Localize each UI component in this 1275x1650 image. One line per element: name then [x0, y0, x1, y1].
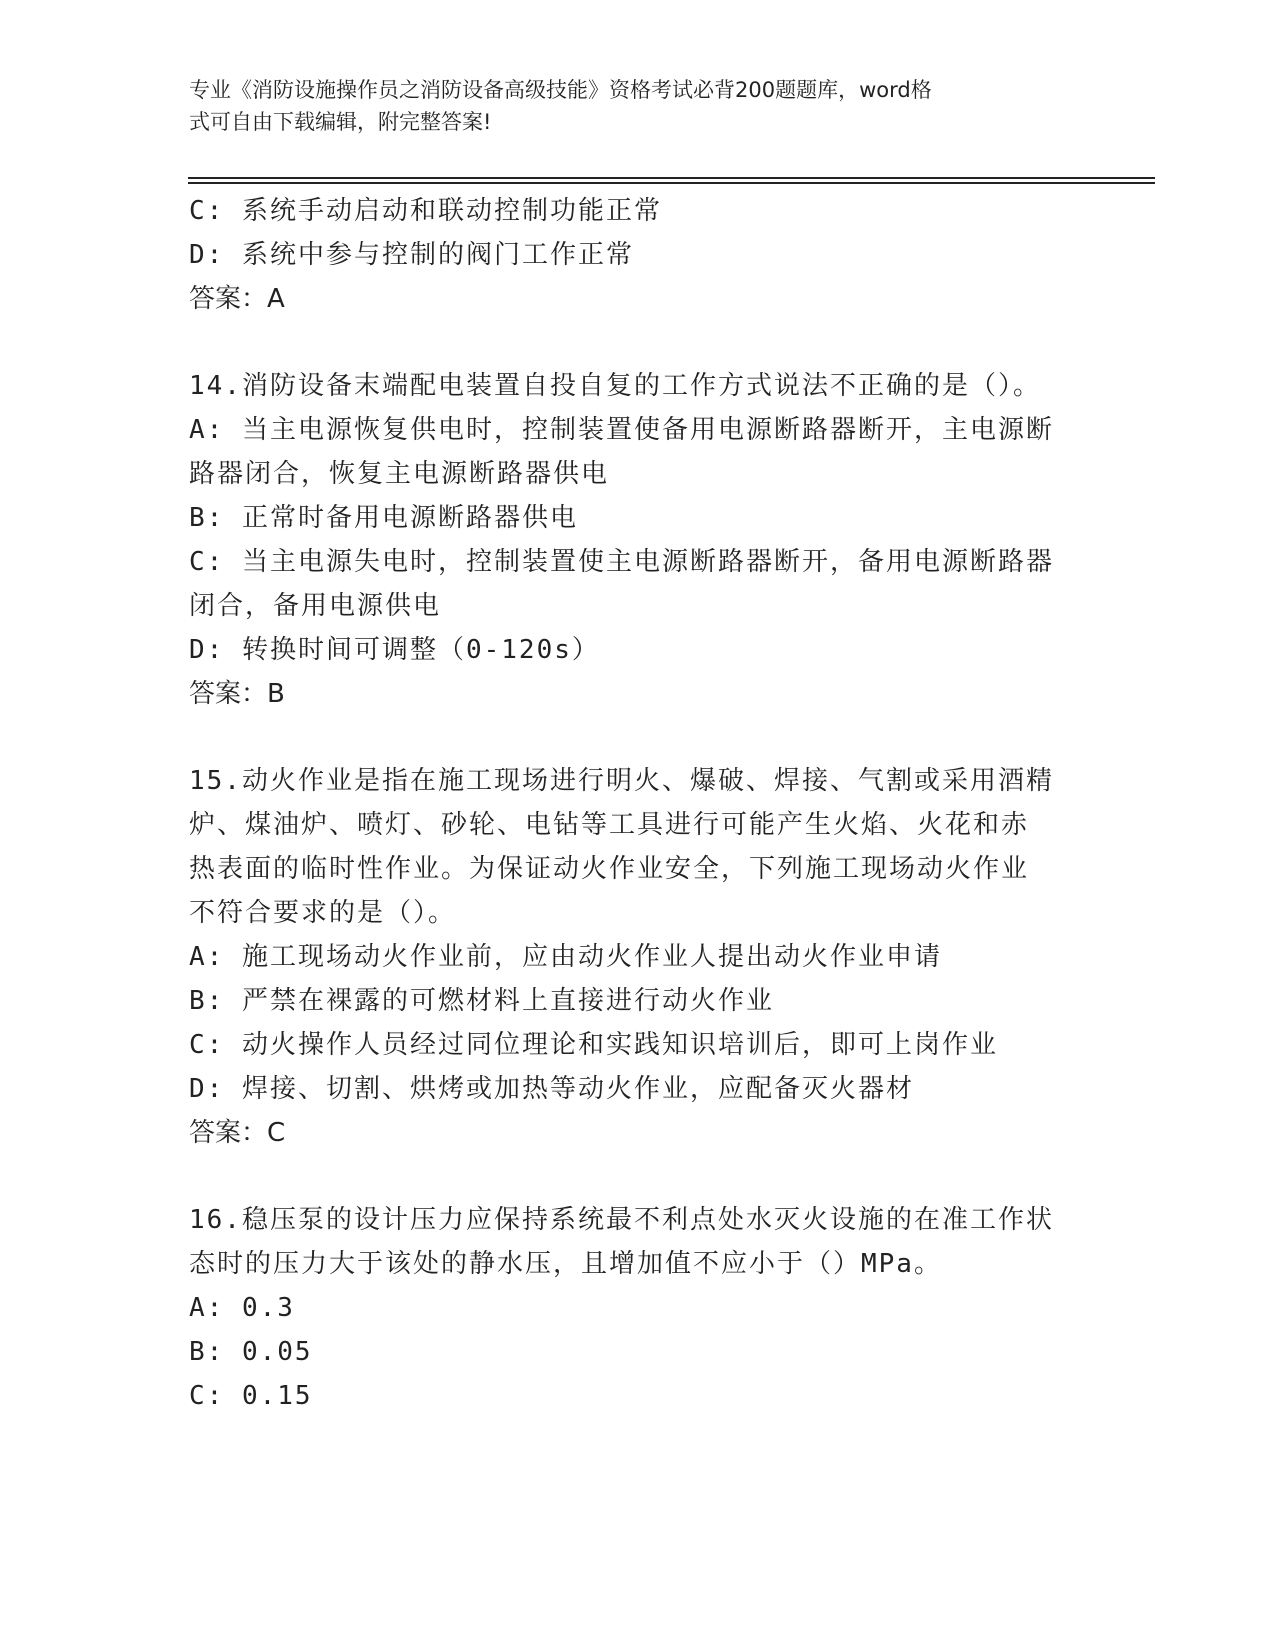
q15-option-a: A: 施工现场动火作业前，应由动火作业人提出动火作业申请 — [189, 942, 942, 972]
q15-stem-line-2: 炉、煤油炉、喷灯、砂轮、电钻等工具进行可能产生火焰、火花和赤 — [189, 810, 1030, 840]
q14-option-a-line-2: 路器闭合，恢复主电源断路器供电 — [189, 459, 610, 489]
q14-option-c-line-2: 闭合，备用电源供电 — [189, 591, 442, 621]
q16-stem-line-2: 态时的压力大于该处的静水压，且增加值不应小于（）MPa。 — [189, 1249, 942, 1279]
q14-option-a-line-1: A: 当主电源恢复供电时，控制装置使备用电源断路器断开，主电源断 — [189, 415, 1054, 445]
q15-option-b: B: 严禁在裸露的可燃材料上直接进行动火作业 — [189, 986, 774, 1016]
q16-option-b: B: 0.05 — [189, 1337, 313, 1367]
q14-option-d: D: 转换时间可调整（0-120s） — [189, 635, 600, 665]
document-header — [189, 74, 1069, 138]
q15-stem-line-3: 热表面的临时性作业。为保证动火作业安全，下列施工现场动火作业 — [189, 854, 1030, 884]
q14-answer: 答案：B — [189, 679, 285, 709]
q13-answer: 答案：A — [189, 284, 285, 314]
q15-option-c: C: 动火操作人员经过同位理论和实践知识培训后，即可上岗作业 — [189, 1030, 998, 1060]
q15-stem-line-1: 15.动火作业是指在施工现场进行明火、爆破、焊接、气割或采用酒精 — [189, 766, 1054, 796]
q14-option-c-line-1: C: 当主电源失电时，控制装置使主电源断路器断开，备用电源断路器 — [189, 547, 1054, 577]
header-rule-bottom — [188, 182, 1155, 184]
header-line-2: 式可自由下载编辑，附完整答案! — [189, 110, 492, 134]
q15-answer: 答案：C — [189, 1118, 286, 1148]
q16-option-c: C: 0.15 — [189, 1381, 313, 1411]
q13-option-d: D: 系统中参与控制的阀门工作正常 — [189, 240, 634, 270]
q16-stem-line-1: 16.稳压泵的设计压力应保持系统最不利点处水灭火设施的在准工作状 — [189, 1205, 1054, 1235]
q16-option-a: A: 0.3 — [189, 1293, 295, 1323]
q14-option-b: B: 正常时备用电源断路器供电 — [189, 503, 578, 533]
header-rule-top — [188, 177, 1155, 179]
q13-option-c: C: 系统手动启动和联动控制功能正常 — [189, 196, 662, 226]
q15-option-d: D: 焊接、切割、烘烤或加热等动火作业，应配备灭火器材 — [189, 1074, 914, 1104]
header-line-1: 专业《消防设施操作员之消防设备高级技能》资格考试必背200题题库，word格 — [189, 78, 932, 102]
q15-stem-line-4: 不符合要求的是（）。 — [189, 898, 457, 928]
q14-stem: 14.消防设备末端配电装置自投自复的工作方式说法不正确的是（）。 — [189, 371, 1041, 401]
